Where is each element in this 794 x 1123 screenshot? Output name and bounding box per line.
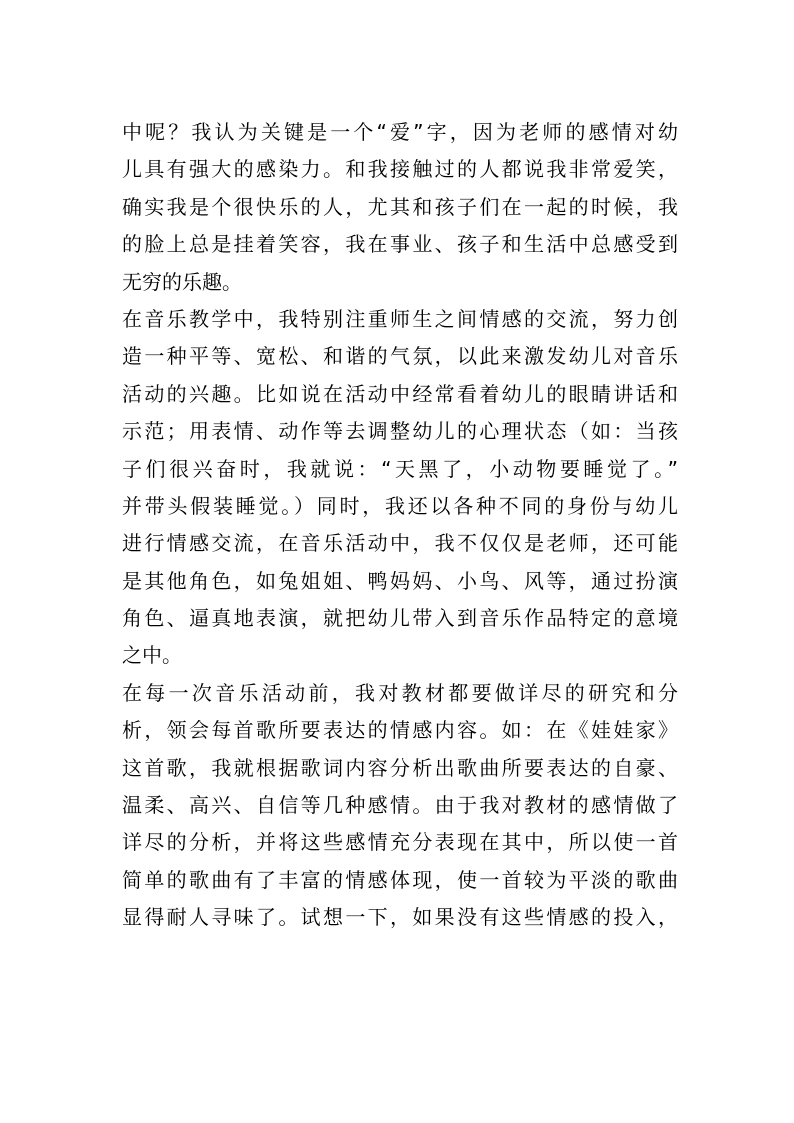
paragraph-3-line-6: 简单的歌曲有了丰富的情感体现，使一首较为平淡的歌曲 xyxy=(122,867,678,892)
paragraph-2-line-1: 在音乐教学中，我特别注重师生之间情感的交流，努力创 xyxy=(122,306,678,331)
paragraph-2-line-4: 示范；用表情、动作等去调整幼儿的心理状态（如：当孩 xyxy=(122,419,678,444)
paragraph-1-line-4: 的脸上总是挂着笑容，我在事业、孩子和生活中总感受到 xyxy=(122,232,678,257)
document-body xyxy=(122,114,678,937)
paragraph-3-line-5: 详尽的分析，并将这些感情充分表现在其中，所以使一首 xyxy=(122,830,678,855)
paragraph-3-line-4: 温柔、高兴、自信等几种感情。由于我对教材的感情做了 xyxy=(122,793,678,818)
paragraph-1-line-3: 确实我是个很快乐的人，尤其和孩子们在一起的时候，我 xyxy=(122,194,678,219)
paragraph-3-line-7: 显得耐人寻味了。试想一下，如果没有这些情感的投入， xyxy=(122,905,678,930)
paragraph-2-line-3: 活动的兴趣。比如说在活动中经常看着幼儿的眼睛讲话和 xyxy=(122,381,678,406)
paragraph-1-line-1: 中呢？我认为关键是一个“爱”字，因为老师的感情对幼 xyxy=(122,120,678,144)
paragraph-3-line-3: 这首歌，我就根据歌词内容分析出歌曲所要表达的自豪、 xyxy=(122,755,678,780)
paragraph-2-line-10: 之中。 xyxy=(122,643,182,668)
paragraph-2-line-6: 并带头假装睡觉。）同时，我还以各种不同的身份与幼儿 xyxy=(122,493,678,518)
paragraph-2-line-9: 角色、逼真地表演，就把幼儿带入到音乐作品特定的意境 xyxy=(122,606,678,631)
paragraph-1-line-2: 儿具有强大的感染力。和我接触过的人都说我非常爱笑， xyxy=(122,157,678,182)
paragraph-3-line-1: 在每一次音乐活动前，我对教材都要做详尽的研究和分 xyxy=(122,680,678,705)
paragraph-2-line-8: 是其他角色，如兔姐姐、鸭妈妈、小鸟、风等，通过扮演 xyxy=(122,568,678,593)
paragraph-2-line-2: 造一种平等、宽松、和谐的气氛，以此来激发幼儿对音乐 xyxy=(122,344,678,369)
paragraph-2-line-7: 进行情感交流，在音乐活动中，我不仅仅是老师，还可能 xyxy=(122,531,678,556)
paragraph-3-line-2: 析，领会每首歌所要表达的情感内容。如：在《娃娃家》 xyxy=(122,718,678,743)
paragraph-1-line-5: 无穷的乐趣。 xyxy=(122,269,242,294)
paragraph-2-line-5: 子们很兴奋时，我就说：“天黑了，小动物要睡觉了。” xyxy=(122,456,678,481)
